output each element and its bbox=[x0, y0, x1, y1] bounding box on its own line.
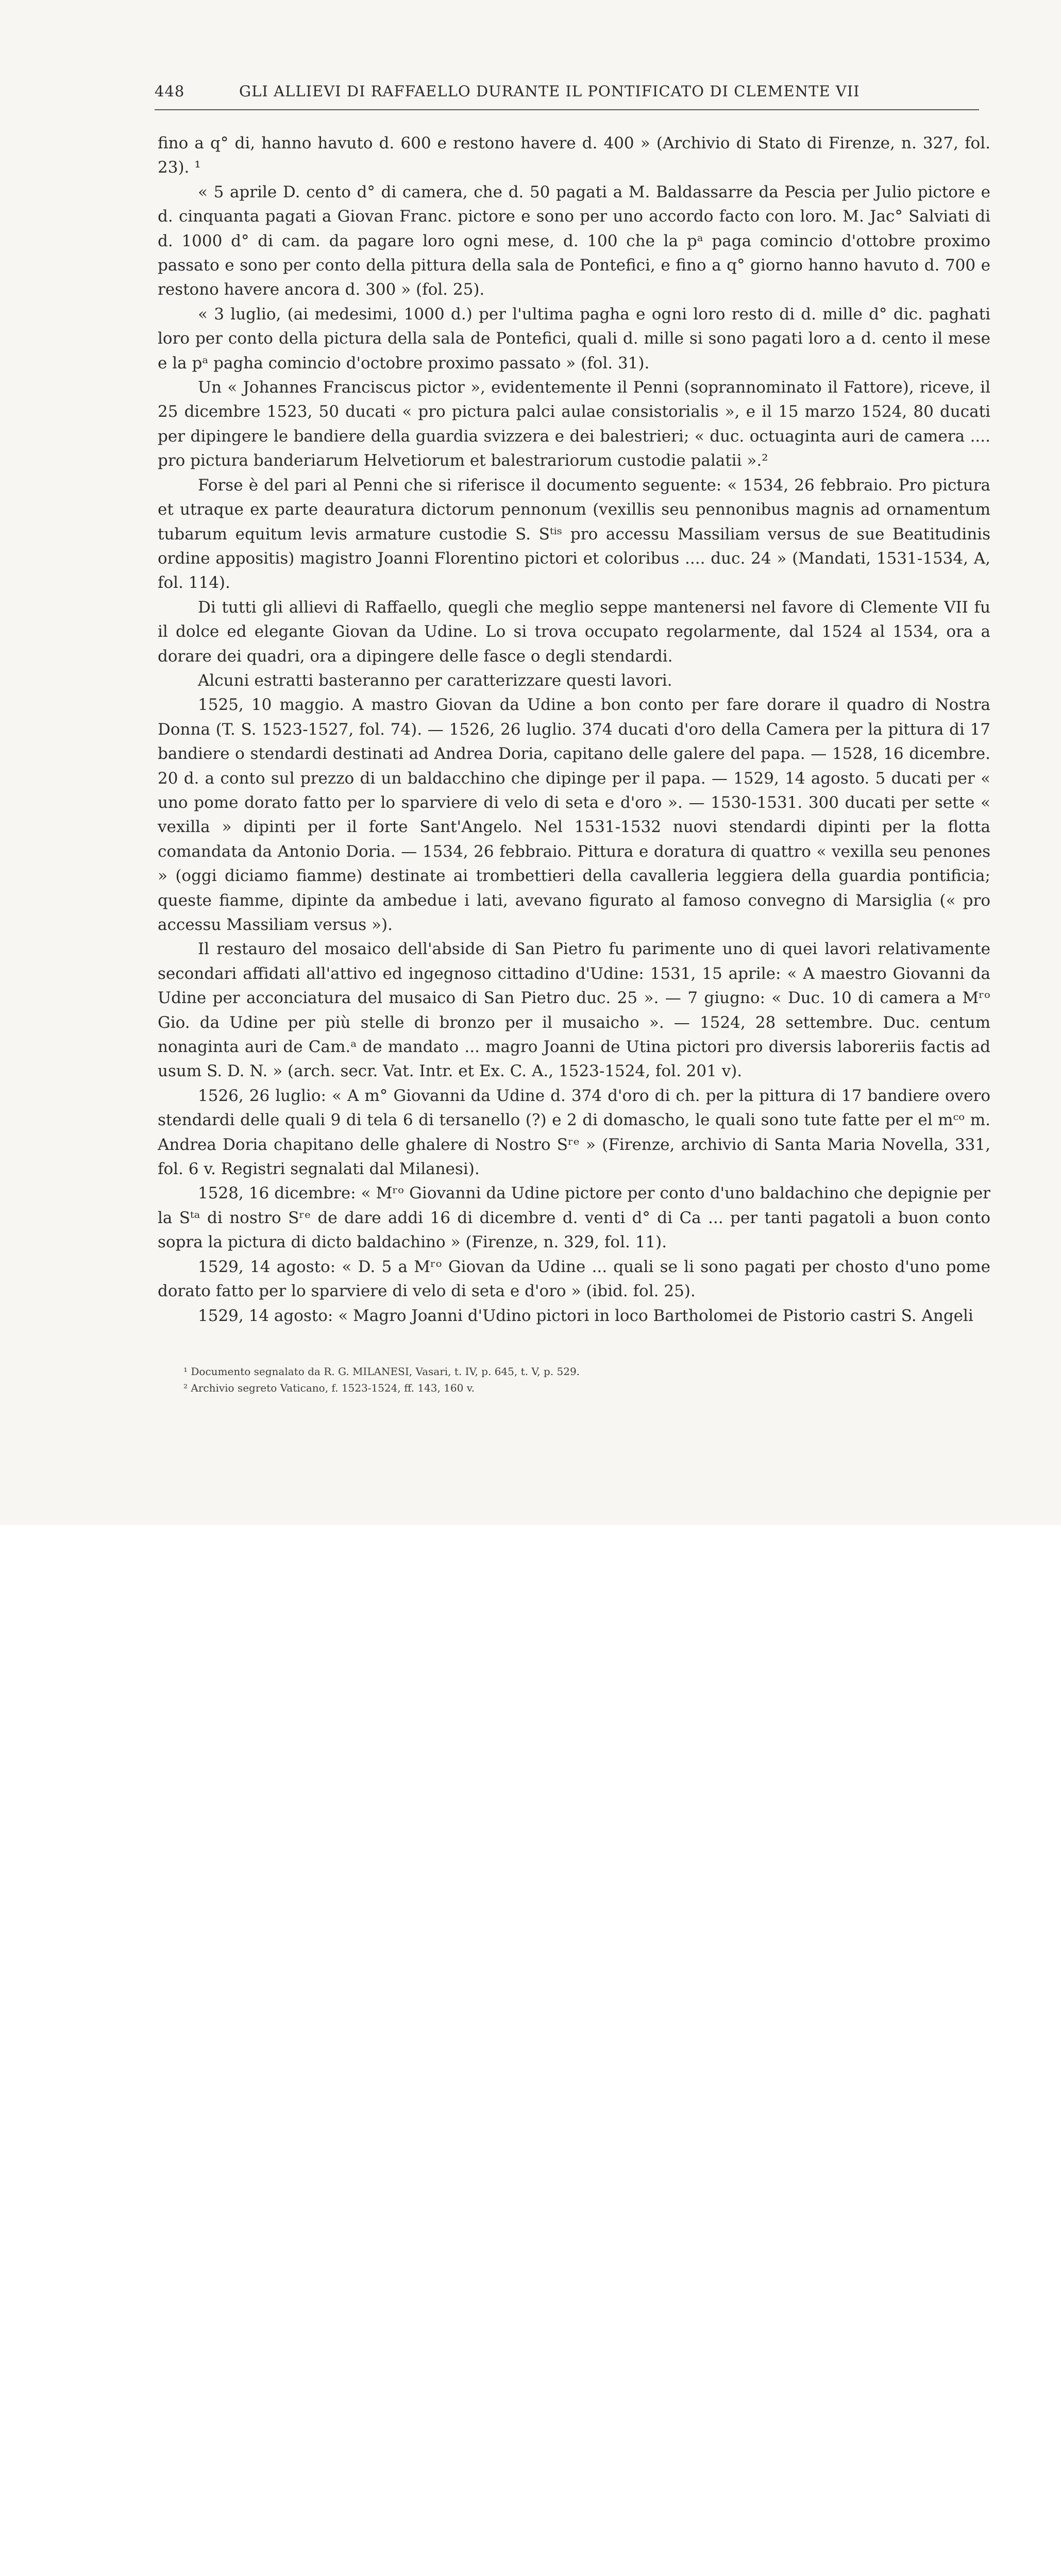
paragraph: 1528, 16 dicembre: « Mʳᵒ Giovanni da Udine pictore per conto d'uno baldachino che depignie per la Sᵗᵃ di nostro Sʳᵉ de dare addi 16 di dicembre d. venti d° di Ca ... per tanti pagatoli a buon conto sopra la pictura di dicto baldachino » (Firenze, n. 329, fol. 11). bbox=[158, 1184, 990, 1252]
footnotes bbox=[183, 1363, 987, 1396]
paragraph: Un « Johannes Franciscus pictor », evidentemente il Penni (soprannominato il Fattore), riceve, il 25 dicembre 1523, 50 ducati « pro pictura palci aulae consistorialis », e il 15 marzo 1524, 80 ducati per dipingere le bandiere della guardia svizzera e dei balestrieri; « duc. octuaginta auri de camera .... pro pictura banderiarum Helvetiorum et balestrariorum custodie palatii ».² bbox=[158, 378, 990, 470]
viewer-footer bbox=[0, 1525, 1061, 1667]
paragraph: Forse è del pari al Penni che si riferisce il documento seguente: « 1534, 26 febbraio. Pro pictura et utraque ex parte deauratura dictorum pennonum (vexillis seu pennonibus magnis ad ornamentum tubarum equitum levis armature custodie S. Sᵗⁱˢ pro accessu Massiliam versus de sue Beatitudinis ordine appositis) magistro Joanni Florentino pictori et coloribus .... duc. 24 » (Mandati, 1531-1534, A, fol. 114). bbox=[158, 476, 990, 592]
paragraph: Il restauro del mosaico dell'abside di San Pietro fu parimente uno di quei lavori relativamente secondari affidati all'attivo ed ingegnoso cittadino d'Udine: 1531, 15 aprile: « A maestro Giovanni da Udine per acconciatura del musaico di San Pietro duc. 25 ». — 7 giugno: « Duc. 10 di camera a Mʳᵒ Gio. da Udine per più stelle di bronzo per il musaicho ». — 1524, 28 settembre. Duc. centum nonaginta auri de Cam.ᵃ de mandato ... magro Joanni de Utina pictori pro diversis laboreriis factis ad usum S. D. N. » (arch. secr. Vat. Intr. et Ex. C. A., 1523-1524, fol. 201 v). bbox=[158, 940, 990, 1081]
paragraph: fino a q° di, hanno havuto d. 600 e restono havere d. 400 » (Archivio di Stato di Firenze, n. 327, fol. 23). ¹ bbox=[158, 134, 990, 177]
running-title: GLI ALLIEVI DI RAFFAELLO DURANTE IL PONTIFICATO DI CLEMENTE VII bbox=[239, 82, 860, 100]
paragraph: 1529, 14 agosto: « D. 5 a Mʳᵒ Giovan da Udine ... quali se li sono pagati per chosto d'uno pome dorato fatto per lo sparviere di velo di seta e d'oro » (ibid. fol. 25). bbox=[158, 1257, 990, 1301]
header-rule bbox=[155, 109, 979, 110]
paragraph: « 3 luglio, (ai medesimi, 1000 d.) per l'ultima pagha e ogni loro resto di d. mille d° dic. paghati loro per conto della pictura della sala de Pontefici, quali d. mille si sono pagati loro a d. cento il mese e la pᵃ pagha comincio d'octobre proximo passato » (fol. 31). bbox=[158, 304, 990, 372]
body-text bbox=[158, 131, 990, 1328]
paragraph: 1526, 26 luglio: « A m° Giovanni da Udine d. 374 d'oro di ch. per la pittura di 17 bandiere overo stendardi delle quali 9 di tela 6 di tersanello (?) e 2 di domascho, le quali sono tute fatte per el mᶜᵒ m. Andrea Doria chapitano delle ghalere di Nostro Sʳᵉ » (Firenze, archivio di Santa Maria Novella, 331, fol. 6 v. Registri segnalati dal Milanesi). bbox=[158, 1086, 990, 1179]
paragraph: 1525, 10 maggio. A mastro Giovan da Udine a bon conto per fare dorare il quadro di Nostra Donna (T. S. 1523-1527, fol. 74). — 1526, 26 luglio. 374 ducati d'oro della Camera per la pittura di 17 bandiere o stendardi destinati ad Andrea Doria, capitano delle galere del papa. — 1528, 16 dicembre. 20 d. a conto sul prezzo di un baldacchino che dipinge per il papa. — 1529, 14 agosto. 5 ducati per « uno pome dorato fatto per lo sparviere di velo di seta e d'oro ». — 1530-1531. 300 ducati per sette « vexilla » dipinti per il forte Sant'Angelo. Nel 1531-1532 nuovi stendardi dipinti per la flotta comandata da Antonio Doria. — 1534, 26 febbraio. Pittura e doratura di quattro « vexilla seu penones » (oggi diciamo fiamme) destinate ai trombettieri della cavalleria leggiera della guardia pontificia; queste fiamme, dipinte da ambedue i lati, avevano figurato al famoso convegno di Marsiglia (« pro accessu Massiliam versus »). bbox=[158, 696, 990, 934]
paragraph: « 5 aprile D. cento d° di camera, che d. 50 pagati a M. Baldassarre da Pescia per Julio pictore e d. cinquanta pagati a Giovan Franc. pictore e sono per uno accordo facto con loro. M. Jac° Salviati di d. 1000 d° di cam. da pagare loro ogni mese, d. 100 che la pᵃ paga comincio d'ottobre proximo passato e sono per conto della pittura della sala de Pontefici, e fino a q° giorno hanno havuto d. 700 e restono havere ancora d. 300 » (fol. 25). bbox=[158, 182, 990, 299]
footnote: ¹ Documento segnalato da R. G. MILANESI, Vasari, t. IV, p. 645, t. V, p. 529. bbox=[183, 1365, 580, 1378]
paragraph: 1529, 14 agosto: « Magro Joanni d'Udino pictori in loco Bartholomei de Pistorio castri S. Angeli bbox=[198, 1306, 973, 1325]
paragraph: Di tutti gli allievi di Raffaello, quegli che meglio seppe mantenersi nel favore di Clemente VII fu il dolce ed elegante Giovan da Udine. Lo si trova occupato regolarmente, dal 1524 al 1534, ora a dorare dei quadri, ora a dipingere delle fasce o degli stendardi. bbox=[158, 598, 990, 666]
paragraph: Alcuni estratti basteranno per caratterizzare questi lavori. bbox=[198, 671, 672, 690]
page-number: 448 bbox=[155, 82, 185, 100]
footnote: ² Archivio segreto Vaticano, f. 1523-1524, ff. 143, 160 v. bbox=[183, 1382, 475, 1394]
